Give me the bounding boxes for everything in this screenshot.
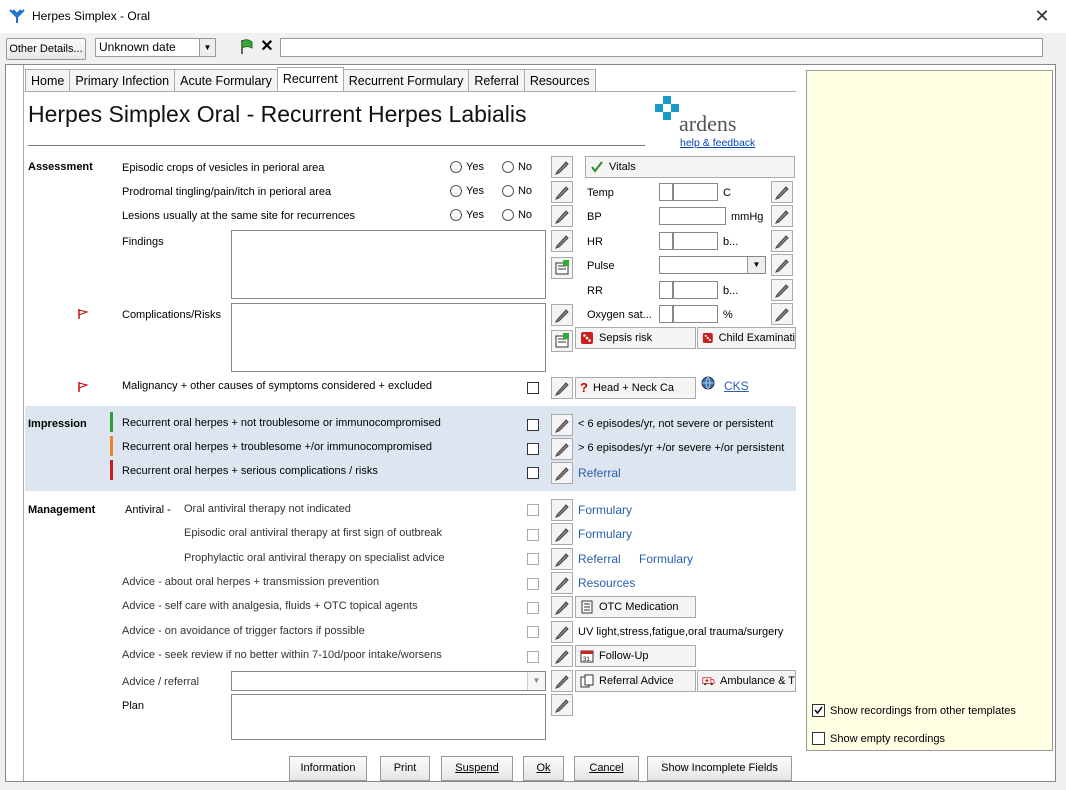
formulary-link[interactable]: Formulary [578, 527, 633, 541]
check-icon [590, 160, 604, 174]
bp-input[interactable] [659, 207, 726, 225]
copy-icon [580, 674, 594, 688]
free-text-input[interactable] [280, 38, 1043, 57]
tab-recurrent-formulary[interactable]: Recurrent Formulary [343, 69, 470, 91]
pencil-icon[interactable] [551, 548, 573, 570]
resources-link[interactable]: Resources [578, 576, 636, 590]
chevron-down-icon[interactable]: ▼ [199, 39, 215, 56]
impression-note: < 6 episodes/yr, not severe or persistent [578, 418, 774, 430]
flag-icon [77, 381, 89, 393]
title-bar [0, 0, 1066, 33]
plan-label: Plan [122, 700, 145, 712]
print-button[interactable]: Print [380, 756, 430, 781]
advice-referral-select[interactable] [231, 671, 546, 691]
hr-input-a[interactable] [659, 232, 673, 250]
calendar-icon [580, 649, 594, 663]
trigger-factors-note: UV light,stress,fatigue,oral trauma/surgery [578, 626, 784, 638]
question-icon: ? [580, 380, 588, 395]
management-checkbox[interactable] [527, 529, 539, 541]
severity-marker-green [110, 412, 113, 432]
management-header: Management [28, 504, 96, 516]
referral-advice-button[interactable]: Referral Advice [575, 670, 696, 692]
oxygen-input[interactable] [673, 305, 718, 323]
formulary-link[interactable]: Formulary [578, 503, 633, 517]
rr-input-a[interactable] [659, 281, 673, 299]
advice-referral-label: Advice / referral [122, 676, 200, 688]
chevron-down-icon[interactable]: ▼ [527, 672, 545, 690]
clear-icon[interactable]: ✕ [260, 38, 274, 55]
pencil-icon[interactable] [551, 304, 573, 326]
flag-icon[interactable] [238, 38, 256, 56]
formulary-link[interactable]: Formulary [639, 552, 694, 566]
pencil-icon[interactable] [771, 230, 793, 252]
flag-icon [77, 308, 89, 320]
pencil-icon[interactable] [551, 438, 573, 460]
plan-textarea[interactable] [231, 694, 546, 740]
show-empty-recordings-option[interactable]: Show empty recordings [812, 732, 945, 745]
management-checkbox[interactable] [527, 504, 539, 516]
tab-recurrent[interactable]: Recurrent [277, 67, 344, 90]
vital-label: RR [587, 285, 603, 297]
logo-text: ardens [679, 111, 737, 136]
assessment-header: Assessment [28, 161, 93, 173]
tab-referral[interactable]: Referral [468, 69, 524, 91]
window-title: Herpes Simplex - Oral [32, 9, 151, 23]
complications-textarea[interactable] [231, 303, 546, 372]
recordings-pane [806, 70, 1053, 751]
vital-label: Pulse [587, 260, 615, 272]
show-incomplete-fields-button[interactable]: Show Incomplete Fields [647, 756, 792, 781]
pencil-icon[interactable] [551, 462, 573, 484]
close-icon[interactable]: ✕ [1034, 6, 1050, 26]
pulse-select[interactable] [659, 256, 766, 274]
globe-icon [701, 376, 715, 390]
chevron-down-icon[interactable]: ▼ [747, 257, 765, 273]
pencil-icon[interactable] [551, 230, 573, 252]
vital-label: HR [587, 236, 603, 248]
malignancy-checkbox[interactable] [527, 382, 539, 394]
other-details-button[interactable]: Other Details... [6, 38, 86, 60]
management-checkbox[interactable] [527, 651, 539, 663]
pencil-icon[interactable] [551, 414, 573, 436]
vital-unit: b... [723, 236, 739, 248]
rr-input[interactable] [673, 281, 718, 299]
yes-no-group: Yes No [450, 185, 532, 197]
show-empty-checkbox[interactable] [812, 732, 825, 745]
yes-radio[interactable] [450, 209, 462, 221]
tab-home[interactable]: Home [25, 69, 70, 91]
question-label: Episodic crops of vesicles in perioral area [122, 162, 325, 174]
pencil-icon[interactable] [771, 303, 793, 325]
findings-textarea[interactable] [231, 230, 546, 299]
pencil-icon[interactable] [771, 254, 793, 276]
vital-label: Temp [587, 187, 614, 199]
vital-unit: % [723, 309, 733, 321]
pencil-icon[interactable] [551, 670, 573, 692]
vitals-button[interactable]: Vitals [585, 156, 795, 178]
dice-icon [702, 331, 714, 345]
pencil-icon[interactable] [551, 596, 573, 618]
vital-unit: C [723, 187, 731, 199]
management-checkbox[interactable] [527, 602, 539, 614]
date-select[interactable] [95, 38, 216, 57]
otc-medication-button[interactable]: OTC Medication [575, 596, 696, 618]
pencil-icon[interactable] [551, 523, 573, 545]
information-button[interactable]: Information [289, 756, 367, 781]
left-strip [6, 65, 24, 781]
pencil-icon[interactable] [551, 694, 573, 716]
pencil-icon[interactable] [551, 181, 573, 203]
ok-button[interactable]: Ok [523, 756, 564, 781]
date-value: Unknown date [99, 40, 176, 54]
findings-label: Findings [122, 236, 164, 248]
impression-checkbox[interactable] [527, 443, 539, 455]
ambulance-button[interactable]: Ambulance & T [697, 670, 796, 692]
question-label: Lesions usually at the same site for recurrences [122, 210, 355, 222]
follow-up-button[interactable]: 31 Follow-Up [575, 645, 696, 667]
tab-primary-infection[interactable]: Primary Infection [69, 69, 175, 91]
pencil-icon[interactable] [551, 499, 573, 521]
pencil-icon[interactable] [551, 621, 573, 643]
child-examination-button[interactable]: Child Examinati [697, 327, 796, 349]
show-other-checkbox[interactable] [812, 704, 825, 717]
no-radio[interactable] [502, 209, 514, 221]
yes-radio[interactable] [450, 185, 462, 197]
vital-label: Oxygen sat... [587, 309, 652, 321]
vital-unit: b... [723, 285, 739, 297]
dice-icon [580, 331, 594, 345]
pencil-icon[interactable] [771, 205, 793, 227]
pencil-icon[interactable] [551, 572, 573, 594]
yes-no-group: Yes No [450, 161, 532, 173]
sepsis-risk-button[interactable]: Sepsis risk [575, 327, 696, 349]
tab-acute-formulary[interactable]: Acute Formulary [174, 69, 278, 91]
temp-input-a[interactable] [659, 183, 673, 201]
oxygen-input-a[interactable] [659, 305, 673, 323]
advice-item: Advice - self care with analgesia, fluids + OTC topical agents [122, 600, 418, 612]
advice-item: Advice - seek review if no better within 7-10d/poor intake/worsens [122, 649, 442, 661]
advice-item: Advice - on avoidance of trigger factors if possible [122, 625, 365, 637]
severity-marker-orange [110, 436, 113, 456]
question-label: Prodromal tingling/pain/itch in perioral area [122, 186, 332, 198]
suspend-button[interactable]: Suspend [441, 756, 513, 781]
referral-link[interactable]: Referral [578, 552, 621, 566]
page-title: Herpes Simplex Oral - Recurrent Herpes Labialis [28, 101, 527, 127]
referral-link[interactable]: Referral [578, 466, 621, 480]
impression-header: Impression [28, 418, 87, 430]
add-text-icon[interactable] [551, 330, 573, 352]
impression-label: Recurrent oral herpes + troublesome +/or immunocompromised [122, 441, 432, 453]
management-checkbox[interactable] [527, 626, 539, 638]
title-divider [28, 145, 645, 146]
cancel-button[interactable]: Cancel [574, 756, 639, 781]
ardens-logo [654, 96, 764, 140]
impression-checkbox[interactable] [527, 419, 539, 431]
temp-input[interactable] [673, 183, 718, 201]
vital-unit: mmHg [731, 211, 764, 223]
malignancy-label: Malignancy + other causes of symptoms considered + excluded [122, 380, 432, 392]
show-other-templates-option[interactable]: Show recordings from other templates [812, 704, 1016, 717]
antiviral-label: Antiviral - [125, 504, 171, 516]
cks-link[interactable]: CKS [724, 379, 749, 393]
complications-label: Complications/Risks [122, 309, 222, 321]
advice-item: Advice - about oral herpes + transmission prevention [122, 576, 380, 588]
management-checkbox[interactable] [527, 578, 539, 590]
help-feedback-link[interactable]: help & feedback [680, 137, 756, 149]
ambulance-icon [702, 674, 715, 688]
management-item: Oral antiviral therapy not indicated [184, 503, 351, 515]
no-radio[interactable] [502, 161, 514, 173]
app-icon [9, 8, 25, 24]
pencil-icon[interactable] [551, 156, 573, 178]
yes-no-group: Yes No [450, 209, 532, 221]
management-item: Episodic oral antiviral therapy at first sign of outbreak [184, 527, 443, 539]
head-neck-ca-button[interactable]: ? Head + Neck Ca [575, 377, 696, 399]
management-item: Prophylactic oral antiviral therapy on specialist advice [184, 552, 445, 564]
tab-resources[interactable]: Resources [524, 69, 596, 91]
document-icon [580, 600, 594, 614]
tab-bar [25, 69, 595, 91]
yes-radio[interactable] [450, 161, 462, 173]
vital-label: BP [587, 211, 602, 223]
pencil-icon[interactable] [771, 181, 793, 203]
no-radio[interactable] [502, 185, 514, 197]
impression-checkbox[interactable] [527, 467, 539, 479]
pencil-icon[interactable] [551, 645, 573, 667]
pencil-icon[interactable] [551, 377, 573, 399]
svg-text:31: 31 [583, 657, 590, 663]
pencil-icon[interactable] [551, 205, 573, 227]
severity-marker-red [110, 460, 113, 480]
management-checkbox[interactable] [527, 553, 539, 565]
impression-note: > 6 episodes/yr +/or severe +/or persistent [578, 442, 785, 454]
add-text-icon[interactable] [551, 257, 573, 279]
impression-label: Recurrent oral herpes + serious complications / risks [122, 465, 378, 477]
impression-label: Recurrent oral herpes + not troublesome or immunocompromised [122, 417, 441, 429]
hr-input[interactable] [673, 232, 718, 250]
pencil-icon[interactable] [771, 279, 793, 301]
